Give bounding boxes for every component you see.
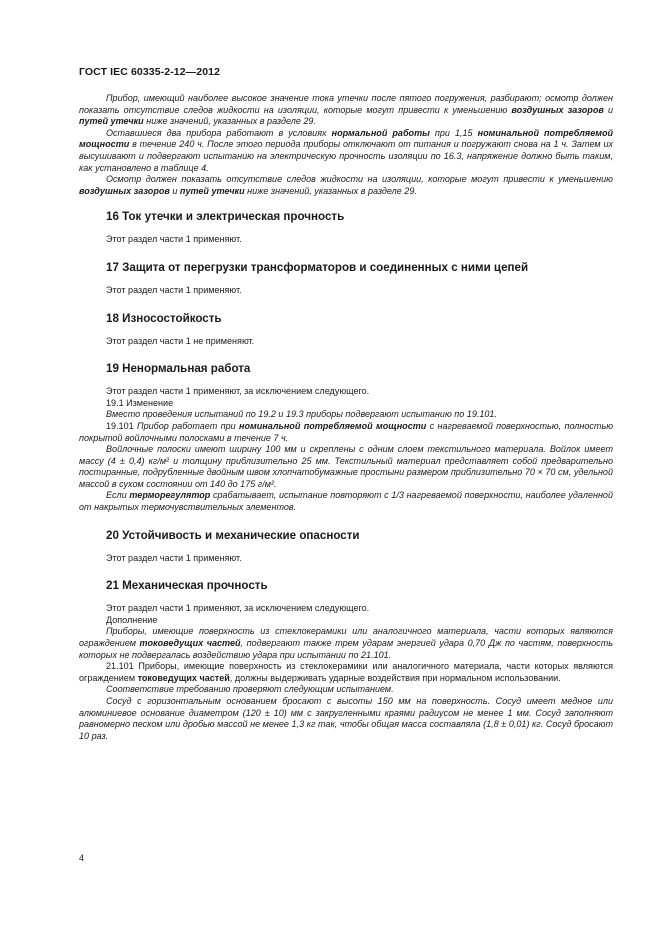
section-16-text: Этот раздел части 1 применяют. (106, 234, 242, 245)
section-21-101-paragraph: 21.101 Приборы, имеющие поверхность из стеклокерамики или аналогичного материала, части которых являются ограждением токоведущих частей, должны выдерживать ударные воздействия при нормальном использовании. (79, 661, 613, 683)
section-16-heading: 16 Ток утечки и электрическая прочность (106, 210, 345, 224)
section-20-heading: 20 Устойчивость и механические опасности (106, 528, 360, 542)
section-21-text-1: Этот раздел части 1 применяют, за исключением следующего. (106, 603, 370, 614)
section-17-text: Этот раздел части 1 применяют. (106, 284, 242, 295)
section-18-heading: 18 Износостойкость (106, 311, 222, 325)
section-19-heading: 19 Ненормальная работа (106, 362, 251, 376)
intro-paragraph-2: Оставшиеся два прибора работают в условиях нормальной работы при 1,15 номинальной потребляемой мощности в течение 240 ч. После этого периода приборы отключают от питания и погружают снова на 1 ч. Затем их высушивают и подвергают испытанию на электрическую прочность изоляции по 16.3, напряжение должно быть таким, как установлено в таблице 4. (79, 127, 613, 173)
section-21-vessel-paragraph: Сосуд с горизонтальным основанием бросают с высоты 150 мм на поверхность. Сосуд имеет медное или алюминиевое основание диаметром (120 ± 10) мм с закругленными краями радиусом не менее 1 мм. Сосуд заполняют равномерно песком или дробью массой не менее 1,3 кг так, чтобы общая масса составляла (1,8 ± 0,01) кг. Сосуд бросают 10 раз. (79, 696, 613, 741)
section-19-text-1: Этот раздел части 1 применяют, за исключением следующего. (106, 386, 370, 397)
intro-paragraph-1: Прибор, имеющий наиболее высокое значение тока утечки после пятого погружения, разбирают; осмотр должен показать отсутствие следов жидкости на изоляции, которые могут привести к уменьшению воздушных зазоров и путей утечки ниже значений, указанных в разделе 29. (79, 93, 613, 127)
section-19-felt-paragraph: Войлочные полоски имеют ширину 100 мм и скреплены с одним слоем текстильного материала. Войлок имеет массу (4 ± 0,4) кг/м² и толщину приблизительно 25 мм. Текстильный материал представляет собой предварительно постиранные, подрубленные двойным швом хлопчатобумажные простыни размером приблизительно 70 × 70 см, удельной массой в сухом состоянии от 140 до 175 г/м². (79, 444, 613, 489)
section-21-compliance-text: Соответствие требованию проверяют следующим испытанием. (106, 684, 394, 695)
section-21-glass-paragraph: Приборы, имеющие поверхность из стеклокерамики или аналогичного материала, части которых являются ограждением токоведущих частей, подвергают также трем ударам энергией удара 0,70 Дж по частям, поверхность которых не подвергалась воздействию удара при испытании по 21.101. (79, 626, 613, 660)
section-20-text: Этот раздел части 1 применяют. (106, 552, 242, 563)
document-body (79, 93, 613, 742)
section-19-text-2: Вместо проведения испытаний по 19.2 и 19.3 приборы подвергают испытанию по 19.101. (106, 409, 497, 420)
section-21-heading: 21 Механическая прочность (106, 579, 268, 593)
section-21-addition-label: Дополнение (106, 614, 158, 625)
intro-paragraph-3: Осмотр должен показать отсутствие следов жидкости на изоляции, которые могут привести к уменьшению воздушных зазоров и путей утечки ниже значений, указанных в разделе 29. (79, 174, 613, 196)
document-header: ГОСТ IEC 60335-2-12—2012 (79, 66, 221, 78)
page-number: 4 (79, 853, 85, 863)
section-17-heading: 17 Защита от перегрузки трансформаторов и соединенных с ними цепей (106, 260, 529, 274)
section-18-text: Этот раздел части 1 не применяют. (106, 335, 255, 346)
section-19-101-paragraph: 19.101 Прибор работает при номинальной потребляемой мощности с нагреваемой поверхностью, полностью покрытой войлочными полосками в течение 7 ч. (79, 420, 614, 443)
section-19-1-heading: 19.1 Изменение (106, 397, 174, 408)
section-19-thermostat-paragraph: Если терморегулятор срабатывает, испытание повторяют с 1/3 нагреваемой поверхности, наиболее удаленной от накрытых термочувствительных элементов. (79, 490, 613, 513)
